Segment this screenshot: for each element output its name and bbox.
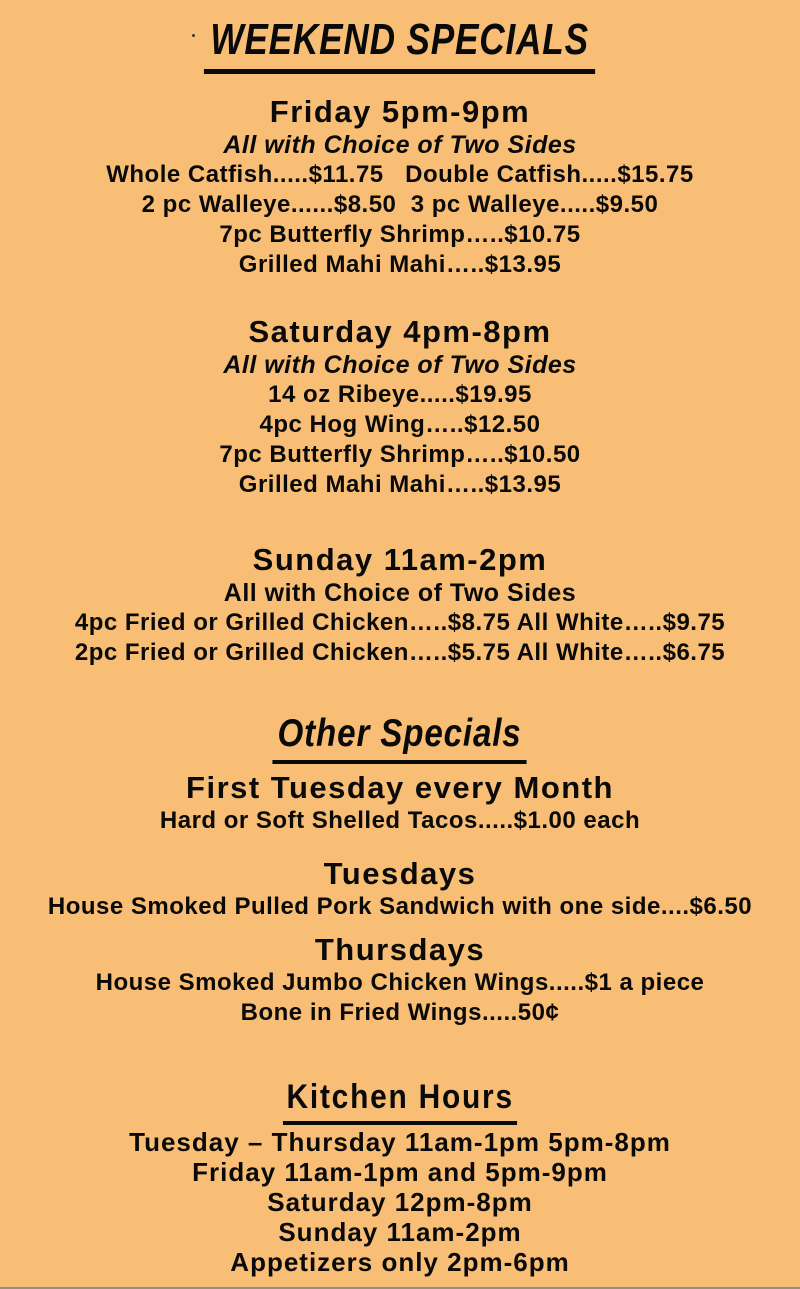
saturday-subtitle: All with Choice of Two Sides [223, 351, 577, 379]
menu-item-line: Hard or Soft Shelled Tacos.....$1.00 each [159, 807, 641, 834]
friday-subtitle: All with Choice of Two Sides [223, 131, 577, 159]
sunday-section [0, 542, 800, 668]
menu-item-line: 2 pc Walleye......$8.50 3 pc Walleye.....$9.50 [141, 191, 659, 218]
kitchen-hours-line: Friday 11am-1pm and 5pm-9pm [192, 1157, 608, 1187]
thursdays-section [0, 932, 800, 1028]
kitchen-hours-line: Appetizers only 2pm-6pm [230, 1247, 570, 1277]
menu-item-line: House Smoked Pulled Pork Sandwich with one side....$6.50 [47, 893, 753, 920]
stray-dot-mark [192, 34, 195, 37]
kitchen-hours-line: Tuesday – Thursday 11am-1pm 5pm-8pm [129, 1127, 671, 1157]
kitchen-hours-section [0, 1127, 800, 1277]
menu-item-line: Grilled Mahi Mahi…..$13.95 [238, 251, 562, 278]
tuesdays-section [0, 856, 800, 922]
menu-item-line: Grilled Mahi Mahi…..$13.95 [238, 471, 562, 498]
menu-item-line: 4pc Hog Wing…..$12.50 [259, 411, 541, 438]
other-specials-title: Other Specials [273, 710, 527, 764]
menu-item-line: Whole Catfish.....$11.75 Double Catfish.....$15.75 [106, 161, 694, 188]
thursdays-heading: Thursdays [314, 932, 486, 967]
first-tuesday-heading: First Tuesday every Month [186, 770, 614, 805]
menu-item-line: 2pc Fried or Grilled Chicken…..$5.75 All White…..$6.75 [74, 639, 726, 666]
kitchen-hours-section-title [0, 1074, 800, 1127]
first-tuesday-section [0, 770, 800, 836]
weekend-specials-section-title [0, 14, 800, 76]
specials-menu [0, 14, 800, 1277]
menu-item-line: 7pc Butterfly Shrimp…..$10.50 [219, 441, 581, 468]
other-specials-section-title [0, 710, 800, 766]
tuesdays-heading: Tuesdays [323, 856, 477, 891]
friday-heading: Friday 5pm-9pm [269, 94, 531, 129]
saturday-section [0, 314, 800, 500]
saturday-heading: Saturday 4pm-8pm [248, 314, 552, 349]
menu-item-line: 4pc Fried or Grilled Chicken…..$8.75 All White…..$9.75 [74, 609, 726, 636]
menu-item-line: 7pc Butterfly Shrimp…..$10.75 [219, 221, 581, 248]
kitchen-hours-line: Saturday 12pm-8pm [267, 1187, 533, 1217]
friday-section [0, 94, 800, 280]
sunday-subtitle: All with Choice of Two Sides [223, 579, 577, 607]
menu-item-line: 14 oz Ribeye.....$19.95 [268, 381, 532, 408]
kitchen-hours-line: Sunday 11am-2pm [278, 1217, 522, 1247]
kitchen-hours-title: Kitchen Hours [283, 1074, 517, 1125]
menu-item-line: House Smoked Jumbo Chicken Wings.....$1 a piece [95, 969, 705, 996]
sunday-heading: Sunday 11am-2pm [252, 542, 548, 577]
menu-item-line: Bone in Fried Wings.....50¢ [240, 999, 560, 1026]
page-title: WEEKEND SPECIALS [204, 14, 595, 74]
